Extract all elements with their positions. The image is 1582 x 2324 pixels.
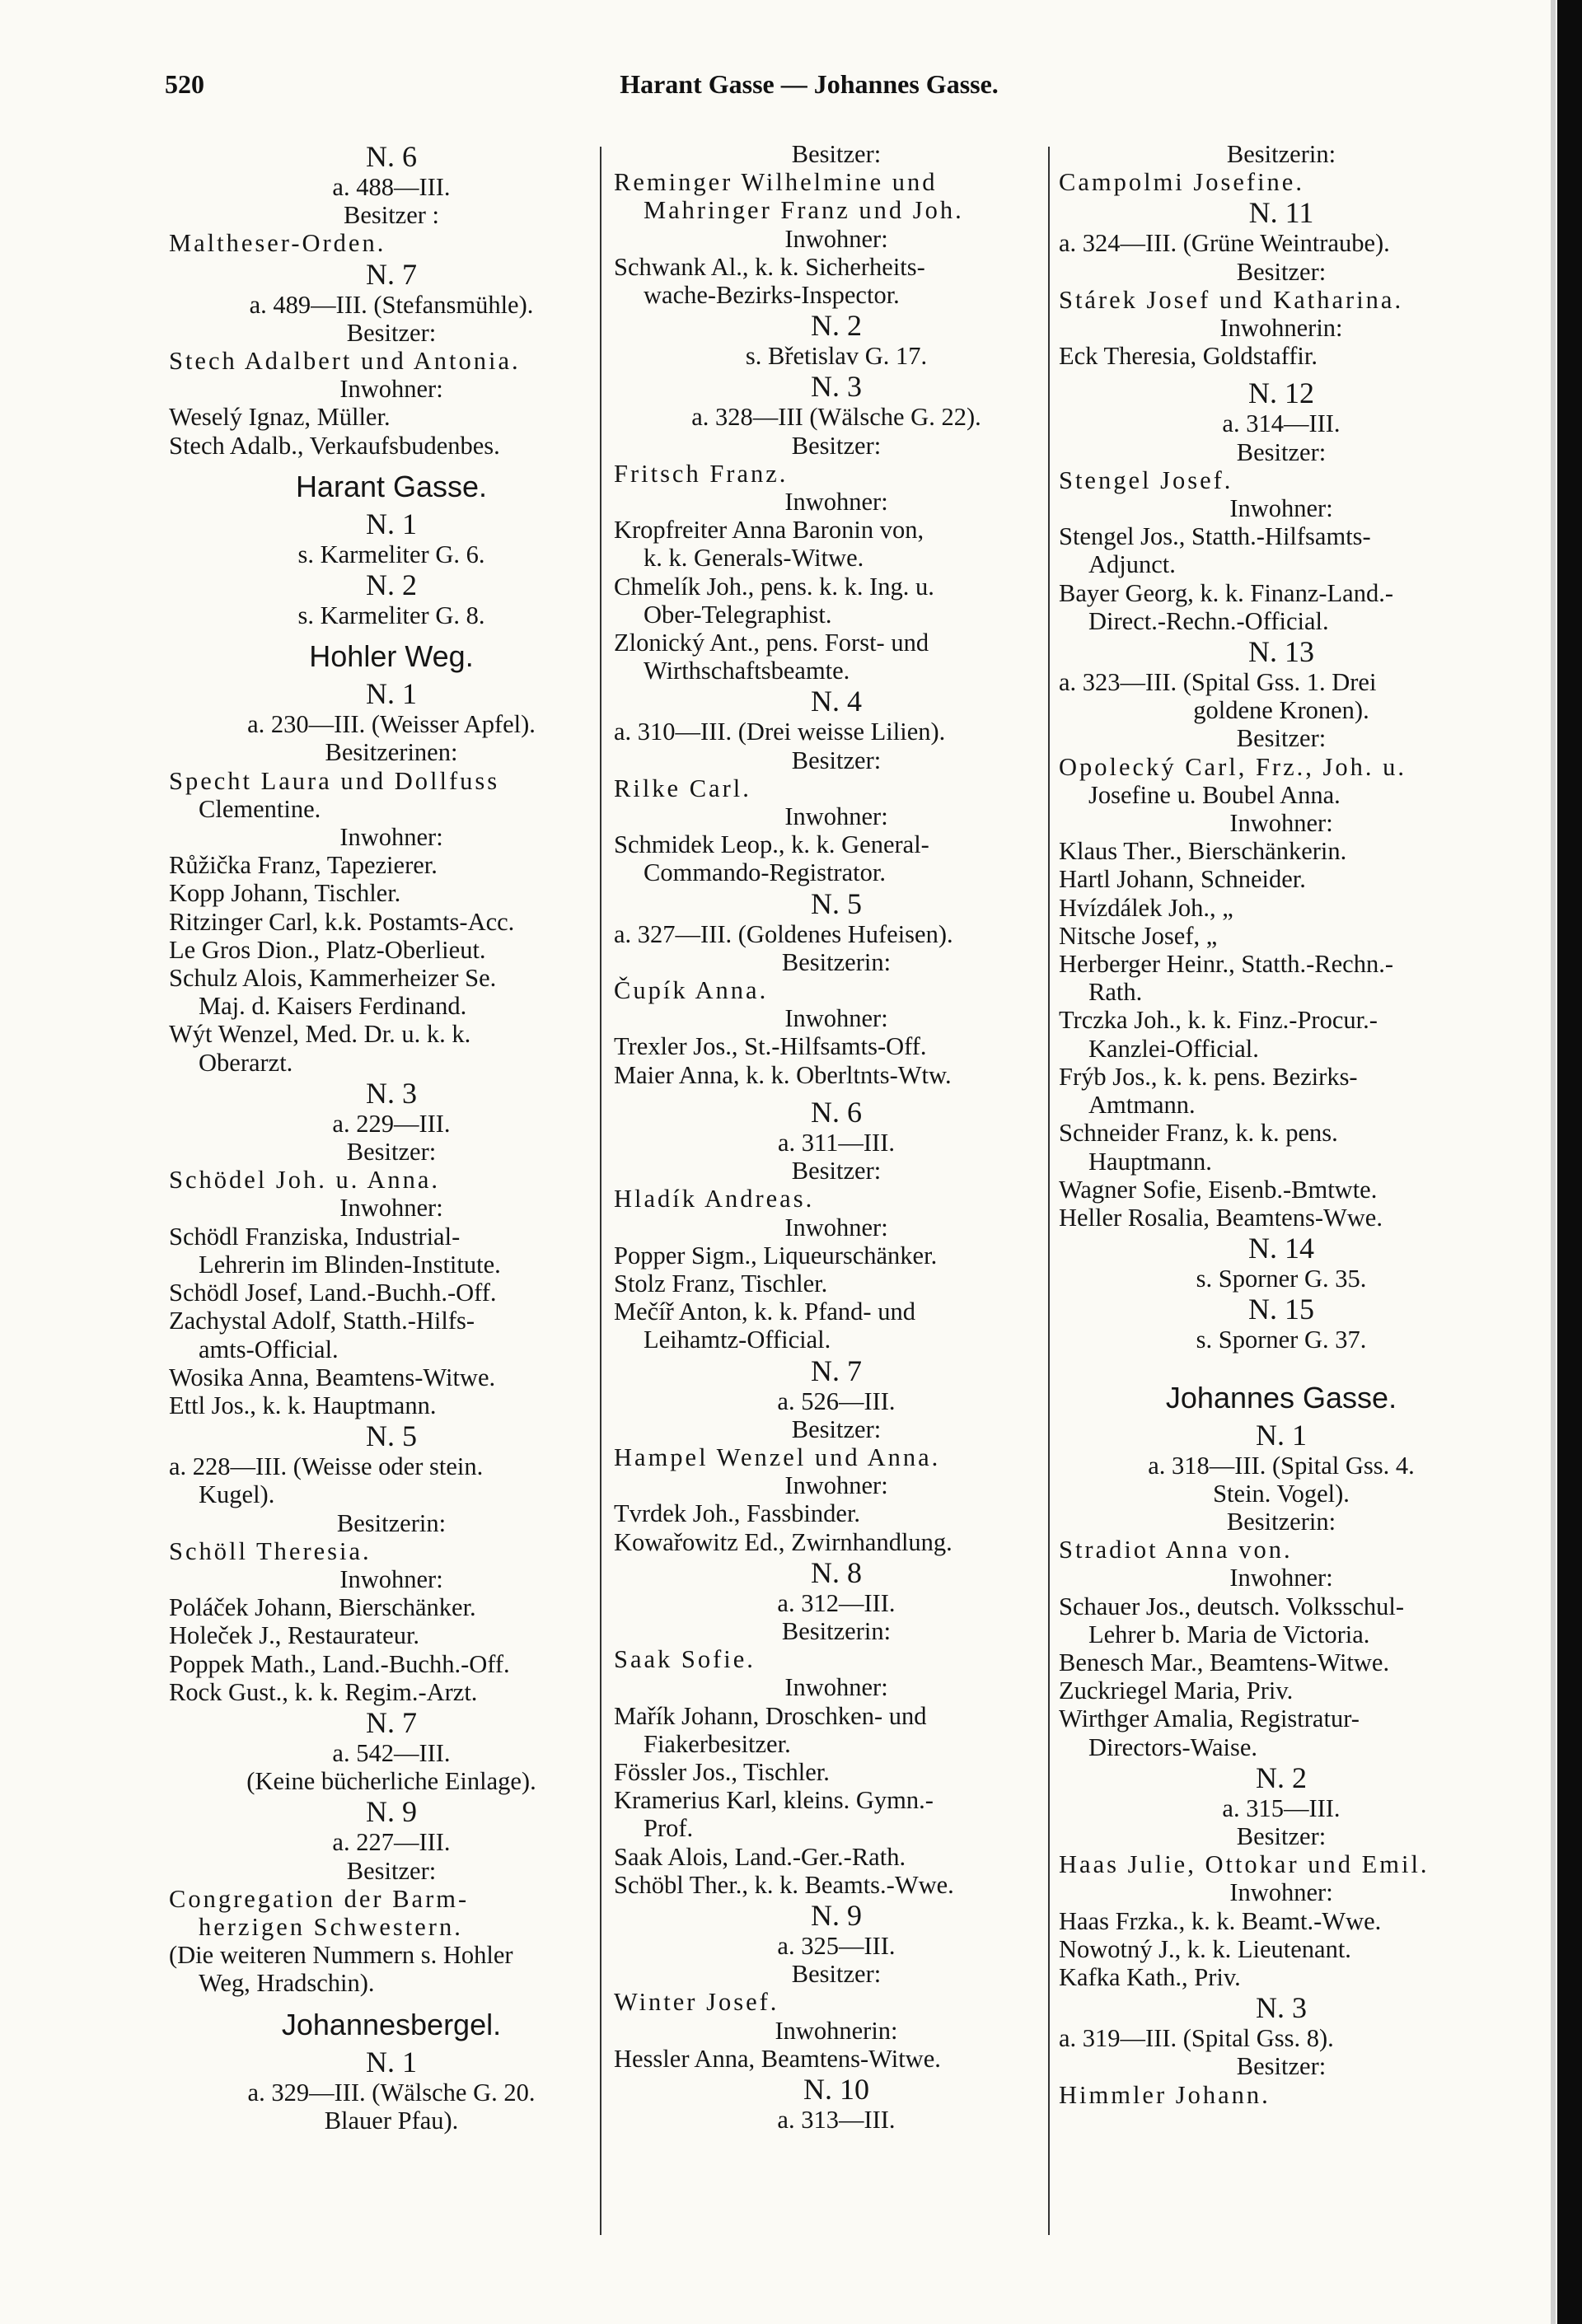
text-line: Wirthger Amalia, Registratur- xyxy=(1059,1704,1360,1733)
text-line: Mahringer Franz und Joh. xyxy=(644,196,964,225)
text-line: Besitzer: xyxy=(346,1138,437,1167)
text-line: Stengel Jos., Statth.-Hilfsamts- xyxy=(1059,522,1371,551)
text-line: Besitzer: xyxy=(1236,2052,1327,2081)
text-line: Besitzerin: xyxy=(1226,140,1336,168)
text-line: Inwohnerin: xyxy=(1219,314,1343,343)
text-line: Haas Frzka., k. k. Beamt.-Wwe. xyxy=(1059,1906,1382,1935)
text-line: Rilke Carl. xyxy=(614,774,751,802)
text-line: Schneider Franz, k. k. pens. xyxy=(1059,1119,1338,1148)
text-line: Besitzer: xyxy=(1236,724,1327,753)
text-line: Campolmi Josefine. xyxy=(1059,168,1304,197)
text-line: Tvrdek Joh., Fassbinder. xyxy=(614,1499,861,1528)
house-number: N. 1 xyxy=(1256,1418,1307,1452)
text-line: a. 542—III. xyxy=(332,1738,451,1767)
house-number: N. 7 xyxy=(366,257,417,291)
text-line: Inwohner: xyxy=(784,224,888,253)
house-number: N. 10 xyxy=(803,2072,869,2106)
text-line: a. 323—III. (Spital Gss. 1. Drei xyxy=(1059,668,1377,697)
text-line: Schulz Alois, Kammerheizer Se. xyxy=(169,964,497,993)
text-line: Besitzer: xyxy=(1236,437,1327,466)
column-divider xyxy=(1048,147,1050,2235)
house-number: N. 1 xyxy=(366,2045,417,2079)
text-line: Kowařowitz Ed., Zwirnhandlung. xyxy=(614,1527,952,1556)
text-line: Ober-Telegraphist. xyxy=(644,600,832,629)
text-line: Mařík Johann, Droschken- und xyxy=(614,1701,927,1730)
text-line: Oberarzt. xyxy=(199,1048,293,1077)
text-line: Schauer Jos., deutsch. Volksschul- xyxy=(1059,1592,1405,1620)
house-number: N. 15 xyxy=(1248,1293,1314,1326)
text-line: a. 312—III. xyxy=(777,1588,896,1617)
text-line: Saak Sofie. xyxy=(614,1645,756,1674)
text-line: a. 329—III. (Wälsche G. 20. xyxy=(247,2078,536,2107)
text-line: Besitzer: xyxy=(791,1415,882,1443)
text-line: amts-Official. xyxy=(199,1335,339,1363)
text-line: Zachystal Adolf, Statth.-Hilfs- xyxy=(169,1307,475,1335)
text-line: Lehrerin im Blinden-Institute. xyxy=(199,1250,501,1279)
text-line: Besitzer: xyxy=(791,431,882,460)
street-heading: Harant Gasse. xyxy=(295,469,488,503)
text-line: wache-Bezirks-Inspector. xyxy=(644,281,900,310)
text-line: Besitzer: xyxy=(791,746,882,774)
text-line: Inwohner: xyxy=(339,1194,443,1223)
text-line: Schödl Josef, Land.-Buchh.-Off. xyxy=(169,1279,497,1307)
running-header xyxy=(165,69,1500,110)
text-line: Bayer Georg, k. k. Finanz-Land.- xyxy=(1059,578,1393,607)
text-line: s. Sporner G. 37. xyxy=(1196,1326,1367,1354)
house-number: N. 14 xyxy=(1248,1232,1314,1265)
text-line: Čupík Anna. xyxy=(614,976,769,1005)
text-line: Besitzerin: xyxy=(781,947,892,976)
text-line: Inwohner: xyxy=(784,488,888,517)
text-line: Poláček Johann, Bierschänker. xyxy=(169,1593,476,1622)
text-line: a. 489—III. (Stefansmühle). xyxy=(249,290,534,319)
text-line: Besitzerin: xyxy=(781,1616,892,1645)
text-line: s. Karmeliter G. 6. xyxy=(297,540,485,568)
text-line: Trexler Jos., St.-Hilfsamts-Off. xyxy=(614,1032,927,1061)
house-number: N. 3 xyxy=(1256,1991,1307,2025)
text-line: Saak Alois, Land.-Ger.-Rath. xyxy=(614,1842,906,1871)
column-2 xyxy=(614,140,1059,2134)
text-line: Růžička Franz, Tapezierer. xyxy=(169,851,438,880)
text-line: Ritzinger Carl, k.k. Postamts-Acc. xyxy=(169,907,515,936)
house-number: N. 5 xyxy=(366,1419,417,1453)
text-line: a. 313—III. xyxy=(777,2105,896,2134)
text-line: a. 310—III. (Drei weisse Lilien). xyxy=(614,718,946,746)
text-line: Inwohner: xyxy=(784,1471,888,1500)
house-number: N. 3 xyxy=(811,370,862,404)
text-line: Blauer Pfau). xyxy=(324,2106,459,2135)
text-line: Schöll Theresia. xyxy=(169,1536,372,1565)
text-line: Kafka Kath., Priv. xyxy=(1059,1962,1241,1991)
text-line: Wagner Sofie, Eisenb.-Bmtwte. xyxy=(1059,1175,1378,1204)
text-line: Benesch Mar., Beamtens-Witwe. xyxy=(1059,1648,1390,1676)
text-line: Besitzer: xyxy=(1236,1821,1327,1850)
street-heading: Johannesbergel. xyxy=(281,2007,502,2041)
house-number: N. 9 xyxy=(811,1898,862,1932)
text-line: a. 230—III. (Weisser Apfel). xyxy=(247,710,536,739)
text-line: Kugel). xyxy=(199,1480,275,1509)
text-line: s. Sporner G. 35. xyxy=(1196,1265,1367,1293)
house-number: N. 12 xyxy=(1248,376,1314,410)
text-line: Himmler Johann. xyxy=(1059,2080,1271,2109)
text-line: Leihamtz-Official. xyxy=(644,1326,831,1354)
text-line: Herberger Heinr., Statth.-Rechn.- xyxy=(1059,950,1393,979)
text-line: Popper Sigm., Liqueurschänker. xyxy=(614,1241,938,1270)
text-line: Le Gros Dion., Platz-Oberlieut. xyxy=(169,935,486,964)
text-line: Kropfreiter Anna Baronin von, xyxy=(614,516,924,545)
text-line: Schödel Joh. u. Anna. xyxy=(169,1166,441,1195)
text-line: Inwohner: xyxy=(784,802,888,831)
text-line: Hampel Wenzel und Anna. xyxy=(614,1443,941,1471)
text-line: Inwohner: xyxy=(339,823,443,852)
text-line: Frýb Jos., k. k. pens. Bezirks- xyxy=(1059,1062,1358,1091)
text-line: Inwohner: xyxy=(339,375,443,404)
text-line: a. 315—III. xyxy=(1222,1793,1341,1822)
house-number: N. 11 xyxy=(1248,196,1314,230)
house-number: N. 13 xyxy=(1248,635,1314,669)
house-number: N. 5 xyxy=(811,886,862,920)
text-line: a. 488—III. xyxy=(332,173,451,201)
text-line: Hartl Johann, Schneider. xyxy=(1059,865,1306,894)
text-line: Besitzer: xyxy=(346,318,437,347)
text-line: Amtmann. xyxy=(1088,1091,1196,1120)
text-line: Inwohner: xyxy=(1229,809,1333,838)
house-number: N. 7 xyxy=(811,1354,862,1387)
text-line: Clementine. xyxy=(199,794,321,823)
text-line: Inwohner: xyxy=(339,1564,443,1593)
text-line: Inwohner: xyxy=(784,1673,888,1702)
text-line: a. 227—III. xyxy=(332,1828,451,1857)
text-line: Trczka Joh., k. k. Finz.-Procur.- xyxy=(1059,1006,1378,1035)
text-line: Inwohner: xyxy=(784,1213,888,1241)
text-line: Zuckriegel Maria, Priv. xyxy=(1059,1676,1294,1705)
page-edge xyxy=(1551,0,1556,2324)
text-line: Besitzerinen: xyxy=(325,738,458,767)
text-line: goldene Kronen). xyxy=(1193,696,1369,725)
text-line: Adjunct. xyxy=(1088,550,1176,579)
text-line: Prof. xyxy=(644,1814,694,1843)
text-line: Stengel Josef. xyxy=(1059,465,1233,494)
column-1 xyxy=(169,140,614,2135)
spacer xyxy=(614,1089,1059,1096)
text-line: Hladík Andreas. xyxy=(614,1185,815,1213)
text-line: a. 228—III. (Weisse oder stein. xyxy=(169,1452,484,1481)
text-line: a. 526—III. xyxy=(777,1386,896,1415)
text-line: Besitzerin: xyxy=(1226,1507,1336,1536)
text-line: Stein. Vogel). xyxy=(1213,1479,1350,1508)
spacer xyxy=(1059,370,1504,376)
text-line: Besitzer : xyxy=(343,201,440,230)
column-3 xyxy=(1059,140,1504,2109)
text-line: (Keine bücherliche Einlage). xyxy=(246,1767,536,1796)
text-line: Chmelík Joh., pens. k. k. Ing. u. xyxy=(614,572,934,601)
text-line: Fössler Jos., Tischler. xyxy=(614,1757,830,1786)
street-heading: Hohler Weg. xyxy=(309,639,474,674)
text-line: Rock Gust., k. k. Regim.-Arzt. xyxy=(169,1677,478,1706)
text-line: a. 325—III. xyxy=(777,1931,896,1960)
text-line: (Die weiteren Nummern s. Hohler xyxy=(169,1941,513,1970)
text-line: Kramerius Karl, kleins. Gymn.- xyxy=(614,1786,934,1815)
house-number: N. 2 xyxy=(1256,1761,1307,1794)
text-line: Inwohner: xyxy=(1229,494,1333,523)
text-line: Maltheser-Orden. xyxy=(169,229,386,258)
text-line: Inwohner: xyxy=(1229,1564,1333,1592)
text-line: s. Břetislav G. 17. xyxy=(745,342,928,371)
text-line: Kanzlei-Official. xyxy=(1088,1034,1259,1063)
house-number: N. 7 xyxy=(366,1705,417,1739)
text-line: Hvízdálek Joh., „ xyxy=(1059,893,1233,922)
text-line: Weg, Hradschin). xyxy=(199,1969,375,1998)
text-line: Reminger Wilhelmine und xyxy=(614,168,938,197)
text-line: k. k. Generals-Witwe. xyxy=(644,544,864,573)
text-line: Hessler Anna, Beamtens-Witwe. xyxy=(614,2044,941,2073)
text-line: Eck Theresia, Goldstaffir. xyxy=(1059,342,1318,371)
spacer xyxy=(1059,1354,1504,1371)
text-line: Directors-Waise. xyxy=(1088,1732,1258,1761)
text-line: Fiakerbesitzer. xyxy=(644,1729,791,1758)
text-line: Opolecký Carl, Frz., Joh. u. xyxy=(1059,752,1406,781)
house-number: N. 6 xyxy=(366,140,417,173)
text-line: a. 311—III. xyxy=(777,1128,895,1157)
text-line: s. Karmeliter G. 8. xyxy=(297,601,485,630)
text-line: Poppek Math., Land.-Buchh.-Off. xyxy=(169,1649,510,1678)
text-line: Mečíř Anton, k. k. Pfand- und xyxy=(614,1298,915,1326)
page-number: 520 xyxy=(165,69,204,99)
text-line: Holeček J., Restaurateur. xyxy=(169,1621,420,1650)
text-line: Besitzer: xyxy=(791,140,882,168)
street-heading: Johannes Gasse. xyxy=(1165,1380,1397,1415)
house-number: N. 1 xyxy=(366,507,417,540)
text-line: Besitzer: xyxy=(791,1157,882,1185)
text-line: Ettl Jos., k. k. Hauptmann. xyxy=(169,1391,437,1419)
text-line: a. 327—III. (Goldenes Hufeisen). xyxy=(614,919,953,948)
text-line: Wosika Anna, Beamtens-Witwe. xyxy=(169,1363,496,1391)
text-line: Schwank Al., k. k. Sicherheits- xyxy=(614,252,925,281)
text-line: Nitsche Josef, „ xyxy=(1059,921,1218,950)
text-line: Stech Adalbert und Antonia. xyxy=(169,347,521,376)
text-line: Lehrer b. Maria de Victoria. xyxy=(1088,1620,1370,1648)
house-number: N. 2 xyxy=(811,309,862,343)
text-line: Stech Adalb., Verkaufsbudenbes. xyxy=(169,431,500,460)
text-line: Wirthschaftsbeamte. xyxy=(644,657,850,685)
house-number: N. 4 xyxy=(811,685,862,718)
text-line: Direct.-Rechn.-Official. xyxy=(1088,606,1329,635)
scan-border xyxy=(1557,0,1582,2324)
text-line: Josefine u. Boubel Anna. xyxy=(1088,780,1341,809)
text-line: Inwohnerin: xyxy=(775,2016,898,2045)
text-line: Wýt Wenzel, Med. Dr. u. k. k. xyxy=(169,1020,471,1049)
text-line: Klaus Ther., Bierschänkerin. xyxy=(1059,837,1347,866)
text-line: Inwohner: xyxy=(1229,1878,1333,1907)
text-line: Weselý Ignaz, Müller. xyxy=(169,403,391,432)
text-line: Rath. xyxy=(1088,978,1143,1007)
text-line: Maier Anna, k. k. Oberltnts-Wtw. xyxy=(614,1060,952,1089)
text-line: Schmidek Leop., k. k. General- xyxy=(614,830,929,859)
house-number: N. 1 xyxy=(366,677,417,711)
text-line: Besitzerin: xyxy=(336,1508,447,1537)
text-line: a. 318—III. (Spital Gss. 4. xyxy=(1148,1451,1415,1480)
house-number: N. 3 xyxy=(366,1076,417,1110)
text-line: Besitzer: xyxy=(1236,257,1327,286)
text-line: Fritsch Franz. xyxy=(614,459,789,488)
text-line: Kopp Johann, Tischler. xyxy=(169,879,401,908)
text-line: herzigen Schwestern. xyxy=(199,1912,463,1941)
text-line: Winter Josef. xyxy=(614,1988,779,2017)
text-line: Schöbl Ther., k. k. Beamts.-Wwe. xyxy=(614,1870,954,1899)
text-line: Congregation der Barm- xyxy=(169,1884,470,1913)
text-line: a. 328—III (Wälsche G. 22). xyxy=(691,403,981,432)
column-divider xyxy=(600,147,601,2235)
text-line: Nowotný J., k. k. Lieutenant. xyxy=(1059,1934,1351,1963)
text-line: Specht Laura und Dollfuss xyxy=(169,766,500,795)
text-line: Stradiot Anna von. xyxy=(1059,1536,1293,1564)
text-line: Inwohner: xyxy=(784,1004,888,1033)
text-line: a. 229—III. xyxy=(332,1109,451,1138)
house-number: N. 8 xyxy=(811,1555,862,1589)
text-line: Besitzer: xyxy=(346,1856,437,1885)
text-line: Stárek Josef und Katharina. xyxy=(1059,285,1404,314)
page-title: Harant Gasse — Johannes Gasse. xyxy=(620,69,999,99)
text-line: Besitzer: xyxy=(791,1960,882,1989)
text-line: Maj. d. Kaisers Ferdinand. xyxy=(199,992,467,1021)
text-line: Hauptmann. xyxy=(1088,1147,1212,1176)
text-line: a. 324—III. (Grüne Weintraube). xyxy=(1059,229,1390,258)
text-line: Schödl Franziska, Industrial- xyxy=(169,1222,461,1251)
house-number: N. 6 xyxy=(811,1095,862,1129)
house-number: N. 9 xyxy=(366,1795,417,1829)
house-number: N. 2 xyxy=(366,568,417,602)
text-line: a. 319—III. (Spital Gss. 8). xyxy=(1059,2024,1334,2053)
text-line: Commando-Registrator. xyxy=(644,858,886,887)
text-line: a. 314—III. xyxy=(1222,409,1341,438)
text-line: Haas Julie, Ottokar und Emil. xyxy=(1059,1850,1430,1879)
text-line: Stolz Franz, Tischler. xyxy=(614,1269,828,1298)
text-line: Zlonický Ant., pens. Forst- und xyxy=(614,629,929,657)
text-line: Heller Rosalia, Beamtens-Wwe. xyxy=(1059,1203,1383,1232)
